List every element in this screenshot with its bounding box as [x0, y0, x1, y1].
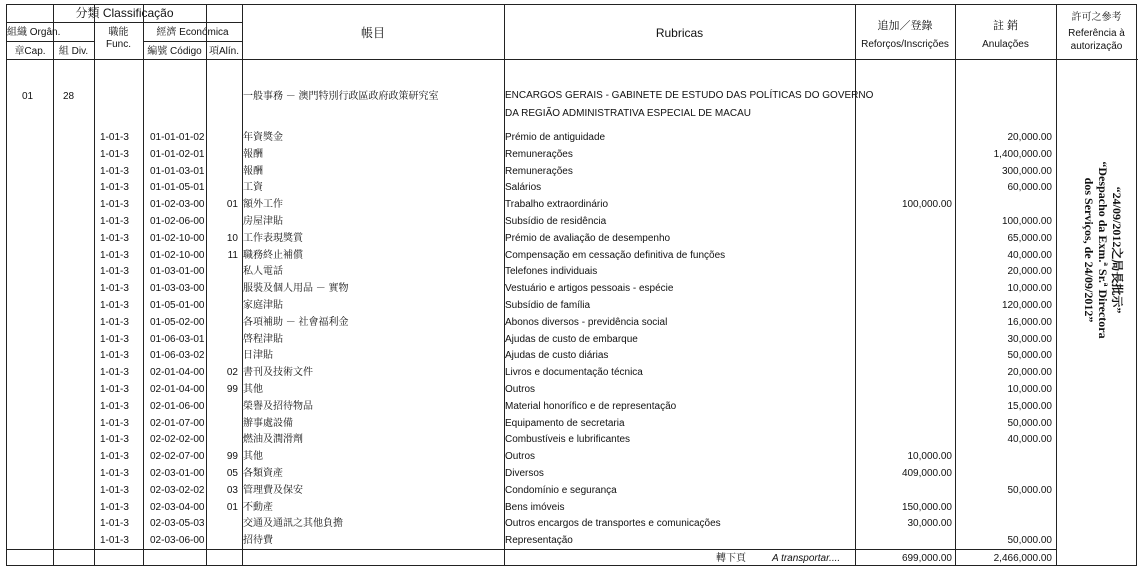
row-reforcos: 100,000.00 — [901, 199, 952, 210]
row-rubrica-pt: Representação — [505, 535, 573, 546]
row-rubrica-zh: 服裝及個人用品 － 實物 — [243, 283, 349, 294]
func-header-pt: Func. — [105, 39, 131, 50]
row-anulacoes: 20,000.00 — [1007, 266, 1052, 277]
row-anulacoes: 50,000.00 — [1007, 350, 1052, 361]
row-code: 02-03-05-03 — [150, 518, 205, 529]
row-rubrica-pt: Outros — [505, 384, 536, 395]
row-anulacoes: 20,000.00 — [1007, 367, 1052, 378]
row-rubrica-pt: Prémio de avaliação de desempenho — [505, 233, 671, 244]
row-func: 1-01-3 — [100, 518, 129, 529]
col-divider — [143, 5, 144, 565]
rubricas-header-pt: Rubricas — [655, 26, 704, 40]
row-rubrica-pt: Compensação em cessação definitiva de funções — [505, 250, 726, 261]
row-alin: 10 — [226, 233, 238, 244]
header-divider — [143, 41, 242, 42]
row-rubrica-pt: Vestuário e artigos pessoais - espécie — [505, 283, 674, 294]
row-func: 1-01-3 — [100, 485, 129, 496]
row-code: 01-06-03-02 — [150, 350, 205, 361]
row-anulacoes: 1,400,000.00 — [993, 149, 1052, 160]
row-code: 01-01-02-01 — [150, 149, 205, 160]
anulacoes-header-pt: Anulações — [982, 39, 1029, 50]
row-reforcos: 10,000.00 — [907, 451, 952, 462]
transport-label-zh: 轉下頁 — [716, 553, 746, 564]
row-alin: 05 — [226, 468, 238, 479]
row-rubrica-zh: 職務終止補償 — [243, 250, 303, 261]
row-func: 1-01-3 — [100, 266, 129, 277]
row-code: 01-02-03-00 — [150, 199, 205, 210]
ref-header-pt1: Referência à — [1068, 28, 1125, 39]
row-rubrica-zh: 管理費及保安 — [243, 485, 303, 496]
row-anulacoes: 30,000.00 — [1007, 334, 1052, 345]
col-divider — [53, 5, 54, 565]
codigo-header: 編號 Código — [147, 46, 202, 57]
row-anulacoes: 40,000.00 — [1007, 434, 1052, 445]
row-reforcos: 30,000.00 — [907, 518, 952, 529]
row-anulacoes: 16,000.00 — [1007, 317, 1052, 328]
total-reforcos: 699,000.00 — [901, 553, 952, 564]
row-func: 1-01-3 — [100, 384, 129, 395]
row-func: 1-01-3 — [100, 434, 129, 445]
row-anulacoes: 10,000.00 — [1007, 283, 1052, 294]
row-code: 01-01-01-02 — [150, 132, 205, 143]
row-code: 02-03-02-02 — [150, 485, 205, 496]
anulacoes-header-zh: 註 銷 — [992, 20, 1019, 32]
row-anulacoes: 20,000.00 — [1007, 132, 1052, 143]
row-rubrica-zh: 不動產 — [243, 502, 273, 513]
row-rubrica-zh: 工資 — [243, 182, 263, 193]
row-func: 1-01-3 — [100, 367, 129, 378]
authorization-line-1: “24/09/2012之局長批示” — [1110, 186, 1124, 314]
row-alin: 01 — [226, 502, 238, 513]
row-rubrica-zh: 家庭津貼 — [243, 300, 283, 311]
row-func: 1-01-3 — [100, 216, 129, 227]
row-alin: 02 — [226, 367, 238, 378]
ref-header-pt2: autorização — [1070, 41, 1123, 52]
row-rubrica-zh: 工作表現獎賞 — [243, 233, 303, 244]
organ-header: 組織 Orgân. — [7, 27, 61, 38]
row-reforcos: 150,000.00 — [901, 502, 952, 513]
row-reforcos: 409,000.00 — [901, 468, 952, 479]
row-code: 01-02-10-00 — [150, 233, 205, 244]
row-rubrica-zh: 房屋津貼 — [243, 216, 283, 227]
row-rubrica-pt: Material honorífico e de representação — [505, 401, 677, 412]
cap-header: 章Cap. — [14, 46, 46, 57]
row-anulacoes: 65,000.00 — [1007, 233, 1052, 244]
row-func: 1-01-3 — [100, 182, 129, 193]
row-func: 1-01-3 — [100, 317, 129, 328]
row-code: 01-05-02-00 — [150, 317, 205, 328]
row-func: 1-01-3 — [100, 233, 129, 244]
row-func: 1-01-3 — [100, 502, 129, 513]
row-code: 02-01-04-00 — [150, 384, 205, 395]
row-rubrica-zh: 辦事處設備 — [243, 418, 293, 429]
row-code: 02-01-07-00 — [150, 418, 205, 429]
row-func: 1-01-3 — [100, 468, 129, 479]
transport-label-pt: A transportar.... — [772, 553, 841, 564]
econ-header: 經濟 Económica — [156, 27, 229, 38]
ref-header-zh: 許可之參考 — [1071, 12, 1122, 23]
row-code: 02-01-04-00 — [150, 367, 205, 378]
group-name-pt-line2: DA REGIÃO ADMINISTRATIVA ESPECIAL DE MACAU — [505, 108, 751, 119]
group-name-zh: 一般事務 － 澳門特別行政區政府政策研究室 — [243, 91, 439, 102]
row-code: 01-03-03-00 — [150, 283, 205, 294]
row-func: 1-01-3 — [100, 418, 129, 429]
row-code: 02-03-06-00 — [150, 535, 205, 546]
row-rubrica-pt: Equipamento de secretaria — [505, 418, 625, 429]
row-anulacoes: 50,000.00 — [1007, 535, 1052, 546]
reforcos-header-pt: Reforços/Inscrições — [861, 39, 949, 50]
row-rubrica-zh: 報酬 — [243, 149, 263, 160]
rubricas-header-zh: 帳目 — [360, 26, 385, 40]
row-rubrica-pt: Outros encargos de transportes e comunicações — [505, 518, 721, 529]
row-code: 01-01-03-01 — [150, 166, 205, 177]
row-rubrica-zh: 燃油及潤滑劑 — [243, 434, 303, 445]
row-anulacoes: 10,000.00 — [1007, 384, 1052, 395]
row-rubrica-pt: Abonos diversos - previdência social — [505, 317, 668, 328]
row-func: 1-01-3 — [100, 199, 129, 210]
row-anulacoes: 60,000.00 — [1007, 182, 1052, 193]
row-rubrica-zh: 交通及通訊之其他負擔 — [243, 518, 343, 529]
row-func: 1-01-3 — [100, 283, 129, 294]
row-rubrica-zh: 年資獎金 — [243, 132, 283, 143]
row-rubrica-zh: 額外工作 — [243, 199, 283, 210]
row-rubrica-pt: Bens imóveis — [505, 502, 565, 513]
row-rubrica-pt: Diversos — [505, 468, 544, 479]
row-func: 1-01-3 — [100, 166, 129, 177]
row-rubrica-zh: 招待費 — [243, 535, 273, 546]
row-func: 1-01-3 — [100, 300, 129, 311]
row-alin: 11 — [227, 250, 238, 261]
reforcos-header-zh: 追加／登錄 — [877, 20, 933, 32]
row-anulacoes: 120,000.00 — [1001, 300, 1052, 311]
row-rubrica-zh: 各項補助 － 社會福利金 — [243, 317, 349, 328]
row-anulacoes: 50,000.00 — [1007, 418, 1052, 429]
row-rubrica-pt: Remunerações — [505, 149, 573, 160]
row-alin: 99 — [226, 384, 238, 395]
row-alin: 01 — [226, 199, 238, 210]
row-alin: 03 — [226, 485, 238, 496]
row-func: 1-01-3 — [100, 350, 129, 361]
authorization-line-3: dos Serviços, de 24/09/2012” — [1082, 177, 1096, 323]
row-rubrica-pt: Telefones individuais — [505, 266, 598, 277]
group-name-pt-line1: ENCARGOS GERAIS - GABINETE DE ESTUDO DAS POLÍTICAS DO GOVERNO — [505, 90, 874, 101]
row-code: 01-01-05-01 — [150, 182, 205, 193]
row-code: 01-06-03-01 — [150, 334, 205, 345]
row-code: 02-03-01-00 — [150, 468, 205, 479]
alin-header: 項Alín. — [208, 46, 239, 57]
row-rubrica-pt: Remunerações — [505, 166, 573, 177]
row-alin: 99 — [226, 451, 238, 462]
row-code: 02-03-04-00 — [150, 502, 205, 513]
row-rubrica-pt: Prémio de antiguidade — [505, 132, 606, 143]
row-func: 1-01-3 — [100, 149, 129, 160]
row-code: 01-02-06-00 — [150, 216, 205, 227]
row-rubrica-zh: 啓程津貼 — [243, 334, 283, 345]
row-anulacoes: 100,000.00 — [1001, 216, 1052, 227]
row-code: 01-03-01-00 — [150, 266, 205, 277]
row-code: 02-02-07-00 — [150, 451, 205, 462]
row-rubrica-pt: Livros e documentação técnica — [505, 367, 643, 378]
row-rubrica-pt: Trabalho extraordinário — [505, 199, 609, 210]
row-rubrica-pt: Ajudas de custo diárias — [505, 350, 609, 361]
row-code: 01-02-10-00 — [150, 250, 205, 261]
row-func: 1-01-3 — [100, 334, 129, 345]
classification-header: 分類 Classificação — [75, 6, 174, 20]
row-func: 1-01-3 — [100, 250, 129, 261]
row-rubrica-zh: 報酬 — [243, 166, 263, 177]
row-rubrica-pt: Outros — [505, 451, 536, 462]
row-anulacoes: 50,000.00 — [1007, 485, 1052, 496]
row-rubrica-zh: 日津貼 — [243, 350, 273, 361]
group-div: 28 — [63, 91, 75, 102]
authorization-line-2: “Despacho da Exm.ª Sr.ª Directora — [1096, 161, 1110, 339]
row-code: 01-05-01-00 — [150, 300, 205, 311]
group-cap: 01 — [22, 91, 34, 102]
row-rubrica-pt: Combustíveis e lubrificantes — [505, 434, 631, 445]
row-rubrica-pt: Subsídio de residência — [505, 216, 607, 227]
col-divider — [855, 5, 856, 565]
func-header-zh: 職能 — [108, 27, 129, 38]
total-top-line — [7, 549, 1056, 550]
row-code: 02-01-06-00 — [150, 401, 205, 412]
row-rubrica-zh: 榮譽及招待物品 — [243, 401, 313, 412]
col-divider — [94, 5, 95, 565]
total-anulacoes: 2,466,000.00 — [993, 553, 1052, 564]
row-func: 1-01-3 — [100, 451, 129, 462]
header-divider — [7, 41, 94, 42]
row-code: 02-02-02-00 — [150, 434, 205, 445]
row-rubrica-pt: Salários — [505, 182, 542, 193]
row-func: 1-01-3 — [100, 132, 129, 143]
row-rubrica-pt: Condomínio e segurança — [505, 485, 617, 496]
row-rubrica-pt: Ajudas de custo de embarque — [505, 334, 638, 345]
header-bottom-line — [7, 59, 1138, 60]
row-rubrica-zh: 其他 — [243, 384, 263, 395]
row-rubrica-pt: Subsídio de família — [505, 300, 591, 311]
row-rubrica-zh: 各類資產 — [243, 468, 283, 479]
authorization-text-graphic — [1056, 140, 1134, 360]
row-func: 1-01-3 — [100, 535, 129, 546]
row-rubrica-zh: 其他 — [243, 451, 263, 462]
row-rubrica-zh: 書刊及技術文件 — [243, 367, 313, 378]
row-anulacoes: 40,000.00 — [1007, 250, 1052, 261]
row-func: 1-01-3 — [100, 401, 129, 412]
div-header: 組 Div. — [58, 46, 89, 57]
row-rubrica-zh: 私人電話 — [243, 266, 283, 277]
authorization-reference — [1056, 140, 1134, 360]
row-anulacoes: 300,000.00 — [1001, 166, 1052, 177]
row-anulacoes: 15,000.00 — [1007, 401, 1052, 412]
header-divider — [7, 22, 242, 23]
